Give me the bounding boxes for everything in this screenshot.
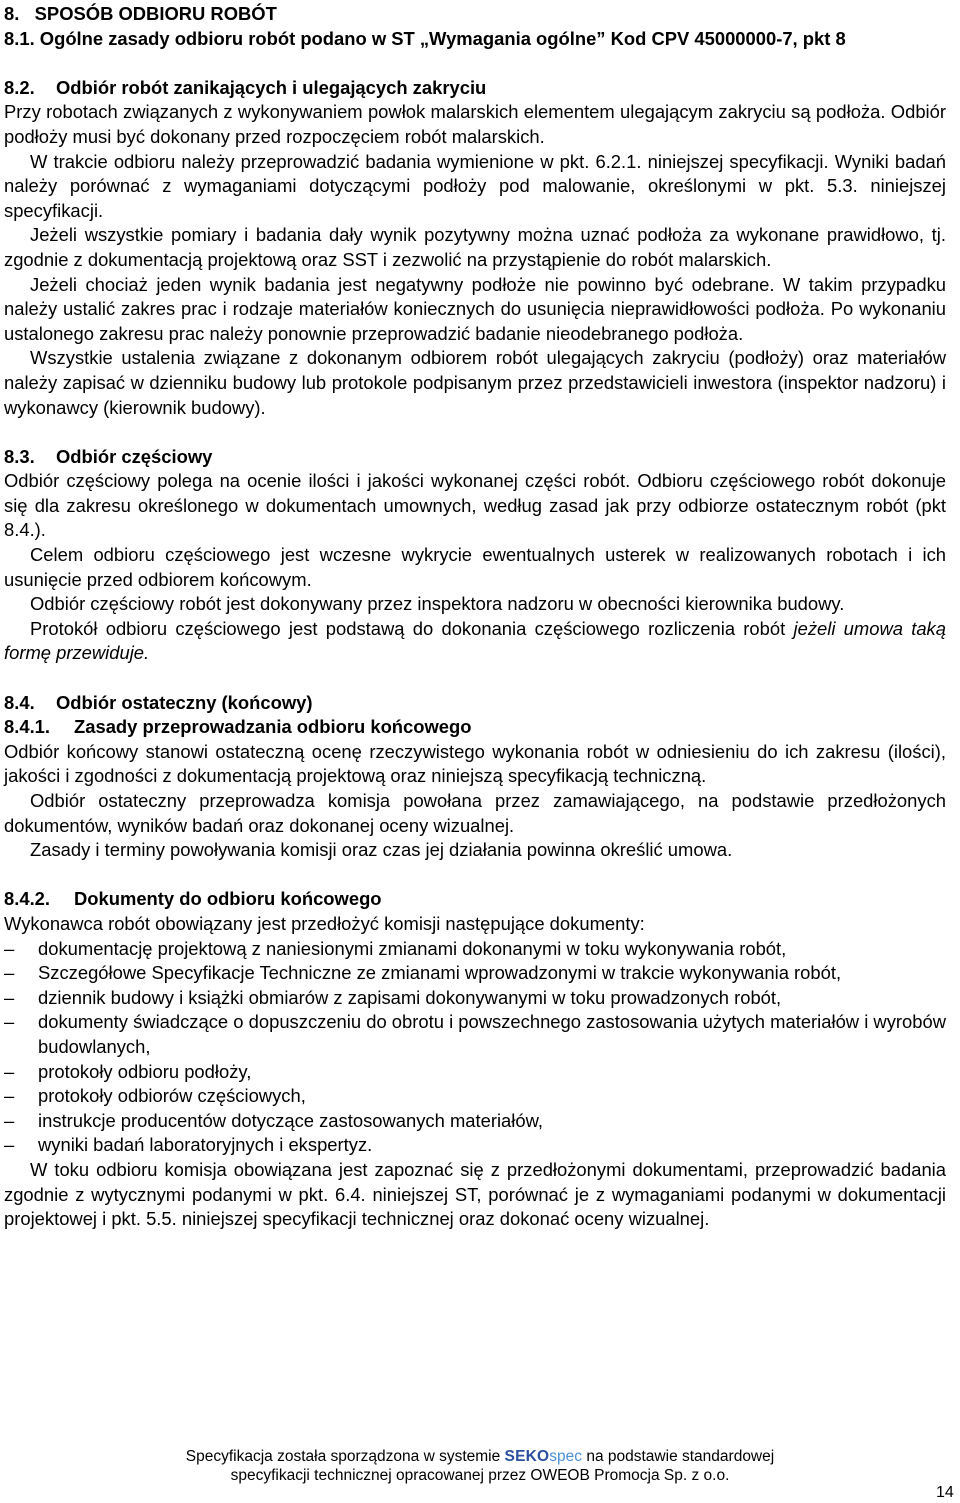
section-number: 8.3. (4, 445, 35, 467)
dash-bullet: – (4, 1085, 15, 1107)
list-item (4, 1060, 946, 1085)
dash-bullet: – (4, 1060, 15, 1082)
list-item-text: protokoły odbiorów częściowych, (38, 1085, 306, 1107)
list-item (4, 937, 946, 962)
paragraph: Zasady i terminy powoływania komisji oraz czas jej działania powinna określić umowa. (30, 839, 733, 861)
spacer (4, 420, 946, 445)
paragraph: Odbiór końcowy stanowi ostateczną ocenę rzeczywistego wykonania robót w odniesieniu do ich zakresu (ilości), jakości i zgodności z dokumentacją projektową oraz niniejszą specyfikacją techniczną. (4, 740, 946, 787)
footer-line-1 (0, 1447, 960, 1466)
documents-list (4, 937, 946, 1158)
section-8-4-2-heading (4, 887, 946, 912)
paragraph: Odbiór ostateczny przeprowadza komisja powołana przez zamawiającego, na podstawie przedłożonych dokumentów, wyników badań oraz dokonanej oceny wizualnej. (4, 790, 946, 836)
section-title: Dokumenty do odbioru końcowego (74, 888, 382, 910)
dash-bullet: – (4, 937, 15, 959)
section-number: 8.4.2. (4, 888, 51, 910)
spacer (4, 51, 946, 76)
section-8-heading: 8. SPOSÓB ODBIORU ROBÓT (4, 3, 277, 24)
list-item (4, 961, 946, 986)
section-8-4-1-heading (4, 715, 946, 740)
list-item-text: Szczegółowe Specyfikacje Techniczne ze zmianami wprowadzonymi w trakcie wykonywania robót, (38, 962, 842, 984)
document-page (4, 2, 946, 1232)
list-item-text: dokumenty świadczące o dopuszczeniu do obrotu i powszechnego zastosowania użytych materiałów i wyrobów budowlanych, (38, 1011, 946, 1057)
list-item (4, 1010, 946, 1059)
dash-bullet: – (4, 1011, 15, 1033)
paragraph: Wszystkie ustalenia związane z dokonanym odbiorem robót ulegających zakryciu (podłoży) oraz materiałów należy zapisać w dzienniku budowy lub protokole podpisanym przez przedstawicieli inwestora (inspektor nadzoru) i wykonawcy (kierownik budowy). (4, 347, 946, 418)
list-item-text: dokumentację projektową z naniesionymi zmianami dokonanymi w toku wykonywania robót, (38, 937, 787, 959)
dash-bullet: – (4, 1109, 15, 1131)
paragraph-italic-text: jeżeli umowa taką formę przewiduje. (4, 617, 946, 664)
list-item-text: protokoły odbioru podłoży, (38, 1060, 252, 1082)
sekospec-logo: SEKOspec (504, 1448, 583, 1465)
section-title: Odbiór ostateczny (końcowy) (56, 691, 313, 713)
section-title: Odbiór robót zanikających i ulegających zakryciu (56, 76, 487, 98)
paragraph-text: Protokół odbioru częściowego jest podstawą do dokonania częściowego rozliczenia robót (30, 617, 786, 639)
page-footer (0, 1447, 960, 1485)
paragraph: Odbiór częściowy polega na ocenie ilości i jakości wykonanej części robót. Odbioru częściowego robót dokonuje się dla zakresu określonego w dokumentach umownych, według zasad jak przy odbiorze ostatecznym robót (pkt 8.4.). (4, 470, 946, 541)
section-8-1-heading: 8.1. Ogólne zasady odbioru robót podano w ST „Wymagania ogólne” Kod CPV 45000000-7, pkt 8 (4, 27, 846, 49)
list-item-text: instrukcje producentów dotyczące zastosowanych materiałów, (38, 1109, 543, 1131)
section-title: Odbiór częściowy (56, 445, 213, 467)
section-8-3-heading (4, 445, 946, 470)
list-item (4, 1084, 946, 1109)
section-8-4-heading (4, 691, 946, 716)
footer-line-2: specyfikacji technicznej opracowanej przez OWEOB Promocja Sp. z o.o. (230, 1467, 730, 1484)
paragraph: Celem odbioru częściowego jest wczesne wykrycie ewentualnych usterek w realizowanych robotach i ich usunięcie przed odbiorem końcowym. (4, 544, 946, 590)
section-8-2-heading (4, 76, 946, 101)
spacer (4, 863, 946, 888)
section-number: 8.4.1. (4, 716, 51, 738)
list-item (4, 986, 946, 1011)
section-number: 8.2. (4, 76, 35, 98)
footer-text: Specyfikacja została sporządzona w systemie (185, 1448, 501, 1465)
list-item-text: wyniki badań laboratoryjnych i ekspertyz. (38, 1134, 373, 1156)
footer-text: na podstawie standardowej (586, 1448, 775, 1465)
paragraph: Wykonawca robót obowiązany jest przedłożyć komisji następujące dokumenty: (4, 912, 645, 934)
paragraph: Przy robotach związanych z wykonywaniem powłok malarskich elementem ulegającym zakryciu są podłoża. Odbiór podłoży musi być dokonany przed rozpoczęciem robót malarskich. (4, 101, 946, 147)
dash-bullet: – (4, 986, 15, 1008)
dash-bullet: – (4, 962, 15, 984)
paragraph: Odbiór częściowy robót jest dokonywany przez inspektora nadzoru w obecności kierownika budowy. (30, 593, 845, 615)
paragraph (4, 617, 946, 666)
paragraph: Jeżeli wszystkie pomiary i badania dały wynik pozytywny można uznać podłoża za wykonane prawidłowo, tj. zgodnie z dokumentacją projektową oraz SST i zezwolić na przystąpienie do robót malarskich. (4, 224, 946, 270)
list-item (4, 1109, 946, 1134)
spacer (4, 666, 946, 691)
list-item (4, 1133, 946, 1158)
section-number: 8.4. (4, 691, 35, 713)
page-number: 14 (936, 1484, 954, 1501)
paragraph: Jeżeli chociaż jeden wynik badania jest negatywny podłoże nie powinno być odebrane. W takim przypadku należy ustalić zakres prac i rodzaje materiałów koniecznych do usunięcia nieprawidłowości podłoża. Po wykonaniu ustalonego zakresu prac należy ponownie przeprowadzić badanie nieodebranego podłoża. (4, 273, 946, 344)
dash-bullet: – (4, 1134, 15, 1156)
section-title: Zasady przeprowadzania odbioru końcowego (74, 716, 472, 738)
paragraph: W trakcie odbioru należy przeprowadzić badania wymienione w pkt. 6.2.1. niniejszej specyfikacji. Wyniki badań należy porównać z wymaganiami dotyczącymi podłoży pod malowanie, określonymi w pkt. 5.3. niniejszej specyfikacji. (4, 150, 946, 221)
list-item-text: dziennik budowy i książki obmiarów z zapisami dokonywanymi w toku prowadzonych robót, (38, 986, 782, 1008)
paragraph: W toku odbioru komisja obowiązana jest zapoznać się z przedłożonymi dokumentami, przeprowadzić badania zgodnie z wytycznymi podanymi w pkt. 6.4. niniejszej ST, porównać je z wymaganiami podanymi w dokumentacji projektowej i pkt. 5.5. niniejszej specyfikacji technicznej oraz dokonać oceny wizualnej. (4, 1158, 946, 1230)
